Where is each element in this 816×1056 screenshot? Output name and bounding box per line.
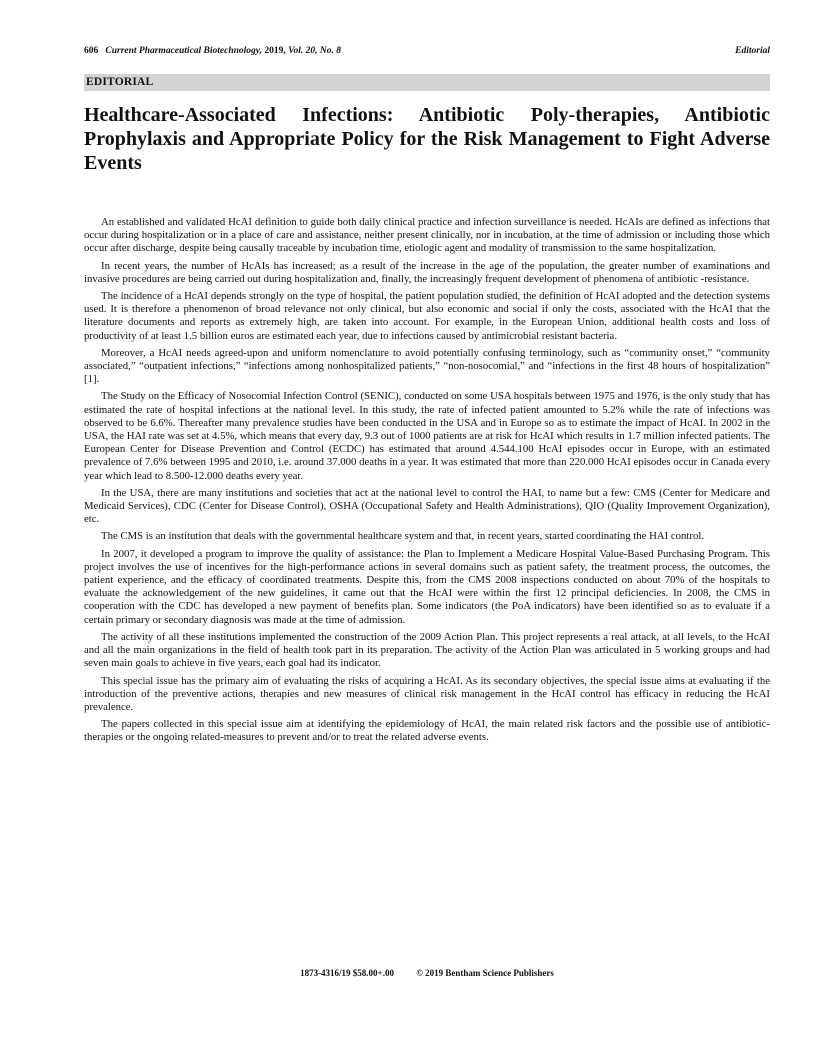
paragraph: This special issue has the primary aim of evaluating the risks of acquiring a HcAI. As its secondary objectives, the special issue aims at evaluating if the introduction of the preventive actions, therapies and new measures of clinical risk management in the HcAI control has efficacy in reducing the HcAI prevalence. [84,674,770,713]
page-number: 606 [84,46,99,56]
paragraph: In the USA, there are many institutions and societies that act at the national level to control the HAI, to name but a few: CMS (Center for Medicare and Medicaid Services), CDC (Center for Disease Control), OSHA (Occupational Safety and Health Administrations), QIO (Quality Improvement Organization), etc. [84,486,770,526]
paragraph: The incidence of a HcAI depends strongly on the type of hospital, the patient population studied, the definition of HcAI adopted and the detection systems used. It is therefore a phenomenon of broad relevance not only clinical, but also economic and social if only the costs, associated with the HcAI that the literature documents and reports as extremely high, are taken into account. For example, in the European Union, additional health costs and loss of productivity of at least 1.5 billion euros are estimated each year, due to infections caused by antimicrobial resistant bacteria. [84,290,770,342]
journal-volume: Vol. 20, No. 8 [288,46,341,56]
paragraph: An established and validated HcAI definition to guide both daily clinical practice and infection surveillance is needed. HcAIs are defined as infections that occur during hospitalization or in a place of care and assistance, neither present clinically, nor in incubation, at the time of admission or including those which occur after discharge, despite being causally traceable by incubation time, etiologic agent and modality of transmission to the same hospitalization. [84,216,770,255]
paragraph: The activity of all these institutions implemented the construction of the 2009 Action Plan. This project represents a real attack, at all levels, to the HcAI and all the main organizations in the field of health took part in its preparation. The activity of the Action Plan was articulated in 5 working groups and had seven main goals to achieve in five years, each goal had its indicator. [84,630,770,670]
paragraph: Moreover, a HcAI needs agreed-upon and uniform nomenclature to avoid potentially confusing terminology, such as “community onset,” “community associated,” “outpatient infections,” “infections among nonhospitalized patients,” “non-nosocomial,” and “infections in the first 48 hours of hospitalization” [1]. [84,346,770,386]
journal-year: 2019, [264,46,286,56]
running-head-citation [84,46,341,56]
paragraph: In recent years, the number of HcAIs has increased; as a result of the increase in the age of the population, the greater number of examinations and invasive procedures are being carried out during hospitalization and, finally, the increasingly frequent development of phenomena of antibiotic -resistance. [84,259,770,285]
copyright: © 2019 Bentham Science Publishers [416,968,554,978]
running-head-section: Editorial [735,46,770,56]
running-head [84,46,770,60]
article-title: Healthcare-Associated Infections: Antibiotic Poly-therapies, Antibiotic Prophylaxis and Appropriate Policy for the Risk Management to Fight Adverse Events [84,104,770,174]
page-footer [84,968,770,978]
issn-price: 1873-4316/19 $58.00+.00 [300,968,394,978]
paragraph: In 2007, it developed a program to improve the quality of assistance: the Plan to Implement a Medicare Hospital Value-Based Purchasing Program. This project involves the use of incentives for the high-performance actions in several domains such as patient safety, the treatment process, the outcomes, the patient experience, and the efficacy of coordinated treatments. Despite this, from the CMS 2008 inspections conducted on about 70% of the hospitals to evaluate the acknowledgement of the new guidelines, it came out that the HcAI were within the first 12 principal deficiencies. In 2008, the CMS in cooperation with the CDC has developed a new payment of benefits plan. Some indicators (the PoA indicators) have been identified so as to evaluate if a certain primary or secondary diagnosis was made at the time of admission. [84,547,770,626]
article-body [84,216,770,749]
paragraph: The Study on the Efficacy of Nosocomial Infection Control (SENIC), conducted on some USA hospitals between 1975 and 1976, is the only study that has estimated the rate of hospital infections at the national level. In this study, the rate of infected patient amounted to 5.2% while the rate of infections was observed to be 6.6%. Thereafter many prevalence studies have been conducted in the USA and in Europe so as to estimate the impact of HcAI. In 2002 in the USA, the HAI rate was set at 4.5%, which means that every day, 9.3 out of 1000 patients are at risk for HcAI which results in 1.7 million infected patients. The European Center for Disease Prevention and Control (ECDC) has estimated that around 4.544.100 HcAI episodes occur in Europe, with an estimated prevalence of 7.6% between 1995 and 2010, i.e. around 37.000 deaths in a year. It was estimated that more than 220.000 HcAI episodes occur in Canada every year which lead to 8.500-12.000 deaths every year. [84,390,770,482]
journal-name: Current Pharmaceutical Biotechnology, [105,46,263,56]
section-bar: EDITORIAL [84,74,770,91]
paragraph: The papers collected in this special issue aim at identifying the epidemiology of HcAI, the main related risk factors and the possible use of antibiotic-therapies or the ongoing related-measures to prevent and/or to treat the related adverse events. [84,718,770,744]
paragraph: The CMS is an institution that deals with the governmental healthcare system and that, in recent years, started coordinating the HAI control. [101,530,705,543]
